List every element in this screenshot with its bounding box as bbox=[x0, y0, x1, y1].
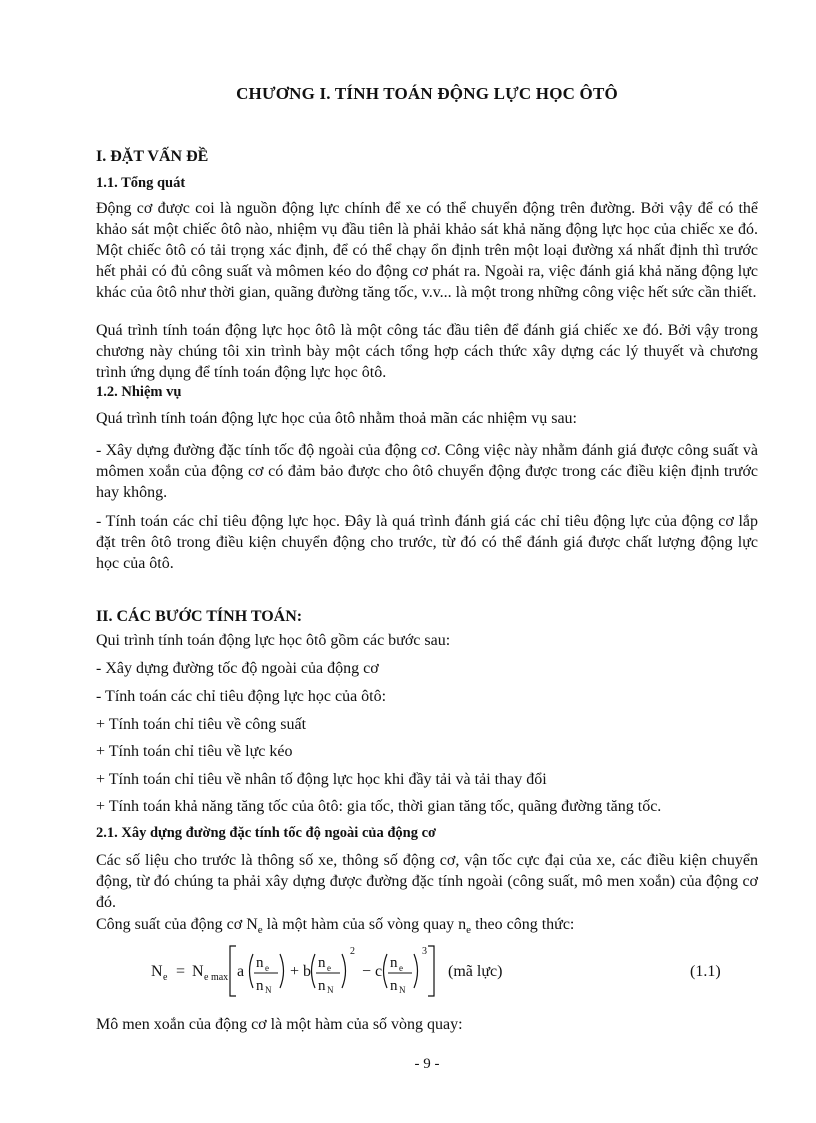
eq-lhs: N bbox=[151, 963, 163, 980]
chapter-title: CHƯƠNG I. TÍNH TOÁN ĐỘNG LỰC HỌC ÔTÔ bbox=[236, 84, 618, 103]
eq-num-sub: e bbox=[399, 963, 403, 973]
eq-num-sub: e bbox=[327, 963, 331, 973]
subsection-heading-2-1: 2.1. Xây dựng đường đặc tính tốc độ ngoài của động cơ bbox=[96, 825, 437, 841]
step-item: - Xây dựng đường tốc độ ngoài của động cơ bbox=[96, 660, 379, 677]
subsection-heading-1-1: 1.1. Tổng quát bbox=[96, 175, 186, 191]
eq-equals: = bbox=[176, 963, 186, 980]
paragraph-external-characteristic: Các số liệu cho trước là thông số xe, thông số động cơ, vận tốc cực đại của xe, các điều kiện chuyển động, từ đó chúng ta phải xây dựng được đường đặc tính ngoài (công suất, mô men xoắn) của động cơ đó. bbox=[96, 852, 758, 911]
step-item: + Tính toán chỉ tiêu về nhân tố động lực học khi đầy tải và tải thay đổi bbox=[96, 771, 547, 788]
eq-den: n bbox=[256, 978, 264, 994]
eq-coef-c: − c bbox=[362, 963, 383, 980]
paragraph-torque-intro: Mô men xoắn của động cơ là một hàm của số vòng quay: bbox=[96, 1016, 463, 1033]
subsection-heading-1-2: 1.2. Nhiệm vụ bbox=[96, 384, 182, 400]
section-heading-1: I. ĐẶT VẤN ĐỀ bbox=[96, 148, 209, 165]
power-equation bbox=[96, 940, 758, 1000]
eq-paren bbox=[384, 954, 388, 988]
paragraph-power-formula-intro: Công suất của động cơ $N_e$ là một hàm của số vòng quay $n_e$ theo công thức: bbox=[96, 916, 575, 937]
eq-den-sub: N bbox=[265, 985, 272, 995]
eq-num: n bbox=[256, 955, 264, 971]
paragraph-overview-1: Động cơ được coi là nguồn động lực chính để xe có thể chuyển động trên đường. Bởi vậy để có thể khảo sát một chiếc ôtô nào, nhiệm vụ đầu tiên là phải khảo sát khả năng động lực học của chiếc xe đó. Một chiếc ôtô có tải trọng xác định, để có thể chạy ổn định trên một loại đường xá nhất định thì trước hết phải có đủ công suất và mômen kéo do động cơ phát ra. Ngoài ra, việc đánh giá khả năng động lực khác của ôtô như thời gian, quãng đường tăng tốc, v.v... là một trong những công việc hết sức cần thiết. bbox=[96, 200, 758, 301]
eq-paren bbox=[414, 954, 418, 988]
step-item: + Tính toán chỉ tiêu về công suất bbox=[96, 716, 307, 733]
eq-paren bbox=[312, 954, 316, 988]
eq-power-3: 3 bbox=[422, 946, 427, 957]
eq-bracket-right bbox=[428, 946, 434, 996]
eq-num-sub: e bbox=[265, 963, 269, 973]
eq-coef-b: + b bbox=[290, 963, 312, 980]
paragraph-overview-2: Quá trình tính toán động lực học ôtô là một công tác đầu tiên để đánh giá chiếc xe đó. Bởi vậy trong chương này chúng tôi xin trình bày một cách tổng hợp cách thức xây dựng các lý thuyết và chương trình ứng dụng để tính toán động lực học ôtô. bbox=[96, 322, 758, 381]
eq-num: n bbox=[318, 955, 326, 971]
equation-graphic bbox=[96, 940, 758, 1000]
paragraph-task-1: - Xây dựng đường đặc tính tốc độ ngoài của động cơ. Công việc này nhằm đánh giá được công suất và mômen xoắn của động cơ có đảm bảo được cho ôtô chuyển động được trong các điều kiện định trước hay không. bbox=[96, 442, 758, 501]
eq-lhs-sub: e bbox=[163, 972, 168, 983]
eq-power-2: 2 bbox=[350, 946, 355, 957]
eq-den-sub: N bbox=[327, 985, 334, 995]
step-item: + Tính toán khả năng tăng tốc của ôtô: gia tốc, thời gian tăng tốc, quãng đường tăng tốc. bbox=[96, 798, 662, 815]
step-item: + Tính toán chỉ tiêu về lực kéo bbox=[96, 743, 293, 760]
eq-unit: (mã lực) bbox=[448, 963, 503, 980]
eq-nmax-sub: e max bbox=[204, 972, 229, 983]
eq-paren bbox=[280, 954, 284, 988]
eq-den-sub: N bbox=[399, 985, 406, 995]
eq-paren bbox=[342, 954, 346, 988]
eq-nmax: N bbox=[192, 963, 204, 980]
eq-number: (1.1) bbox=[690, 963, 721, 980]
eq-paren bbox=[250, 954, 254, 988]
section-heading-2: II. CÁC BƯỚC TÍNH TOÁN: bbox=[96, 608, 303, 625]
page-number: - 9 - bbox=[414, 1056, 440, 1072]
eq-den: n bbox=[390, 978, 398, 994]
eq-den: n bbox=[318, 978, 326, 994]
eq-bracket-left bbox=[230, 946, 236, 996]
step-item: - Tính toán các chỉ tiêu động lực học của ôtô: bbox=[96, 688, 387, 705]
paragraph-tasks-intro: Quá trình tính toán động lực học của ôtô nhằm thoả mãn các nhiệm vụ sau: bbox=[96, 410, 577, 427]
steps-intro: Qui trình tính toán động lực học ôtô gồm các bước sau: bbox=[96, 632, 451, 649]
eq-coef-a: a bbox=[237, 963, 245, 980]
paragraph-task-2: - Tính toán các chỉ tiêu động lực học. Đây là quá trình đánh giá các chỉ tiêu động lực của động cơ lắp đặt trên ôtô trong điều kiện chuyển động cho trước, từ đó có thể đánh giá được chất lượng động lực học của ôtô. bbox=[96, 513, 758, 572]
eq-num: n bbox=[390, 955, 398, 971]
